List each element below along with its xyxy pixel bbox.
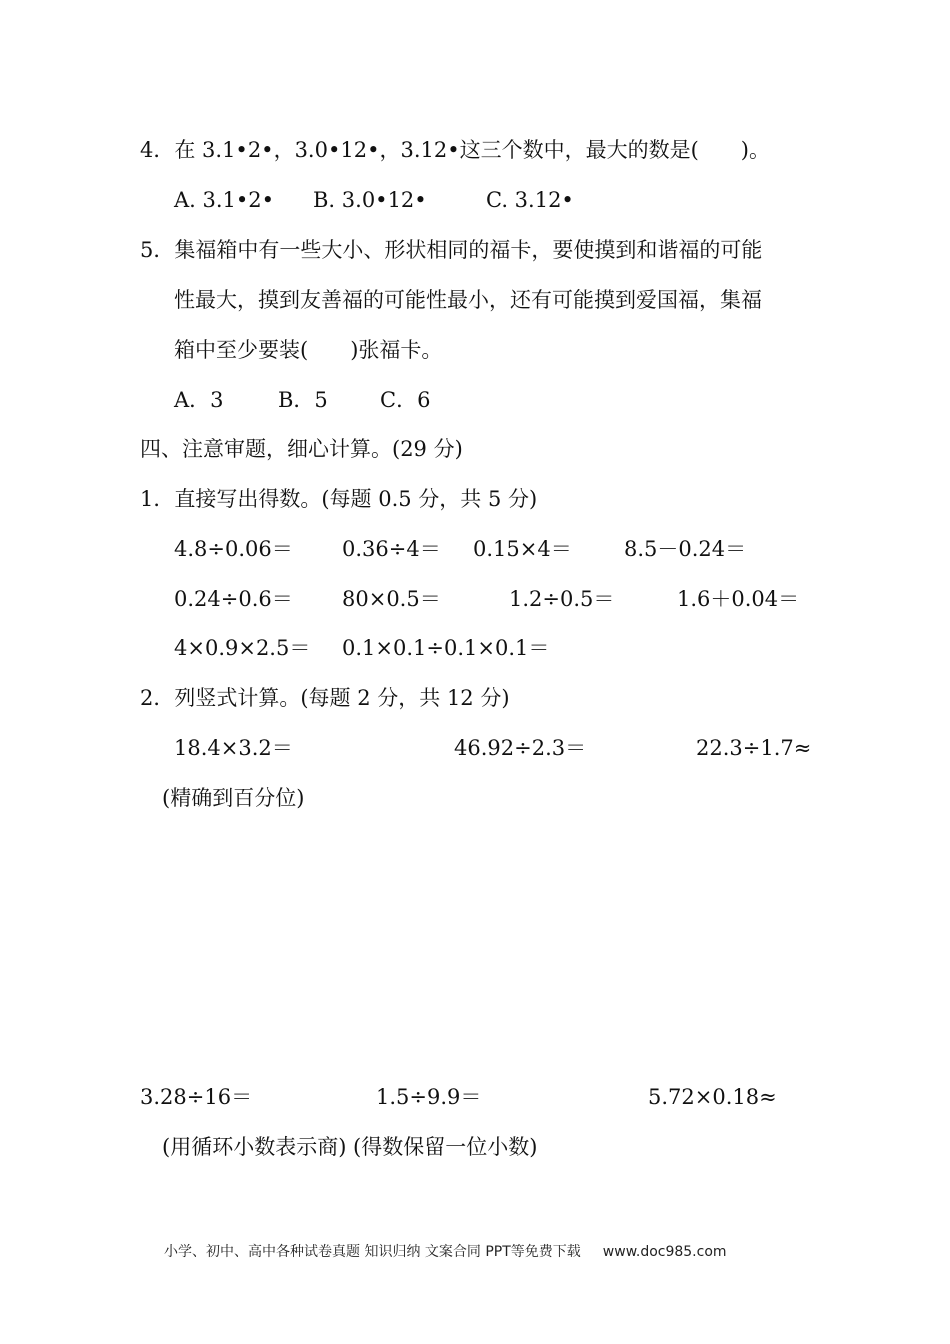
question-5-line-2: 性最大，摸到友善福的可能性最小，还有可能摸到爱国福，集福 [174,288,762,312]
question-5-option-a: A．3 [174,388,224,412]
sub-question-1-title: 1．直接写出得数。(每题 0.5 分，共 5 分) [140,487,538,511]
vertical-calc-6: 5.72×0.18≈ [648,1085,777,1109]
oral-calc-5: 0.24÷0.6＝ [174,587,293,611]
oral-calc-1: 4.8÷0.06＝ [174,537,293,561]
sub-question-2-title: 2．列竖式计算。(每题 2 分，共 12 分) [140,686,510,710]
question-5-line-1: 5．集福箱中有一些大小、形状相同的福卡，要使摸到和谐福的可能 [140,238,763,262]
footer-text: 小学、初中、高中各种试卷真题 知识归纳 文案合同 PPT等免费下载 [164,1244,581,1260]
oral-calc-9: 4×0.9×2.5＝ [174,636,311,660]
vertical-calc-4: 3.28÷16＝ [140,1085,253,1109]
oral-calc-6: 80×0.5＝ [342,587,441,611]
oral-calc-4: 8.5－0.24＝ [624,537,747,561]
vertical-calc-2: 46.92÷2.3＝ [454,736,587,760]
page-footer [164,1242,727,1262]
vertical-calc-3: 22.3÷1.7≈ [696,736,812,760]
question-4-stem: 4．在 3.1•2•，3.0•12•，3.12•这三个数中，最大的数是( )。 [140,138,770,162]
vertical-calc-1: 18.4×3.2＝ [174,736,293,760]
footer-url[interactable]: www.doc985.com [602,1244,727,1260]
question-4-option-c: C. 3.12• [486,188,574,212]
oral-calc-8: 1.6＋0.04＝ [677,587,800,611]
section-4-title: 四、注意审题，细心计算。(29 分) [140,437,463,461]
vertical-calc-5: 1.5÷9.9＝ [376,1085,482,1109]
question-5-line-3: 箱中至少要装( )张福卡。 [174,338,443,362]
oral-calc-3: 0.15×4＝ [473,537,572,561]
question-5-option-b: B．5 [278,388,328,412]
oral-calc-2: 0.36÷4＝ [342,537,441,561]
oral-calc-10: 0.1×0.1÷0.1×0.1＝ [342,636,550,660]
vertical-calc-note-1: (精确到百分位) [162,786,305,810]
vertical-calc-note-2: (用循环小数表示商) (得数保留一位小数) [162,1135,538,1159]
question-4-option-a: A. 3.1•2• [174,188,275,212]
oral-calc-7: 1.2÷0.5＝ [509,587,615,611]
question-4-option-b: B. 3.0•12• [313,188,427,212]
question-5-option-c: C．6 [380,388,431,412]
